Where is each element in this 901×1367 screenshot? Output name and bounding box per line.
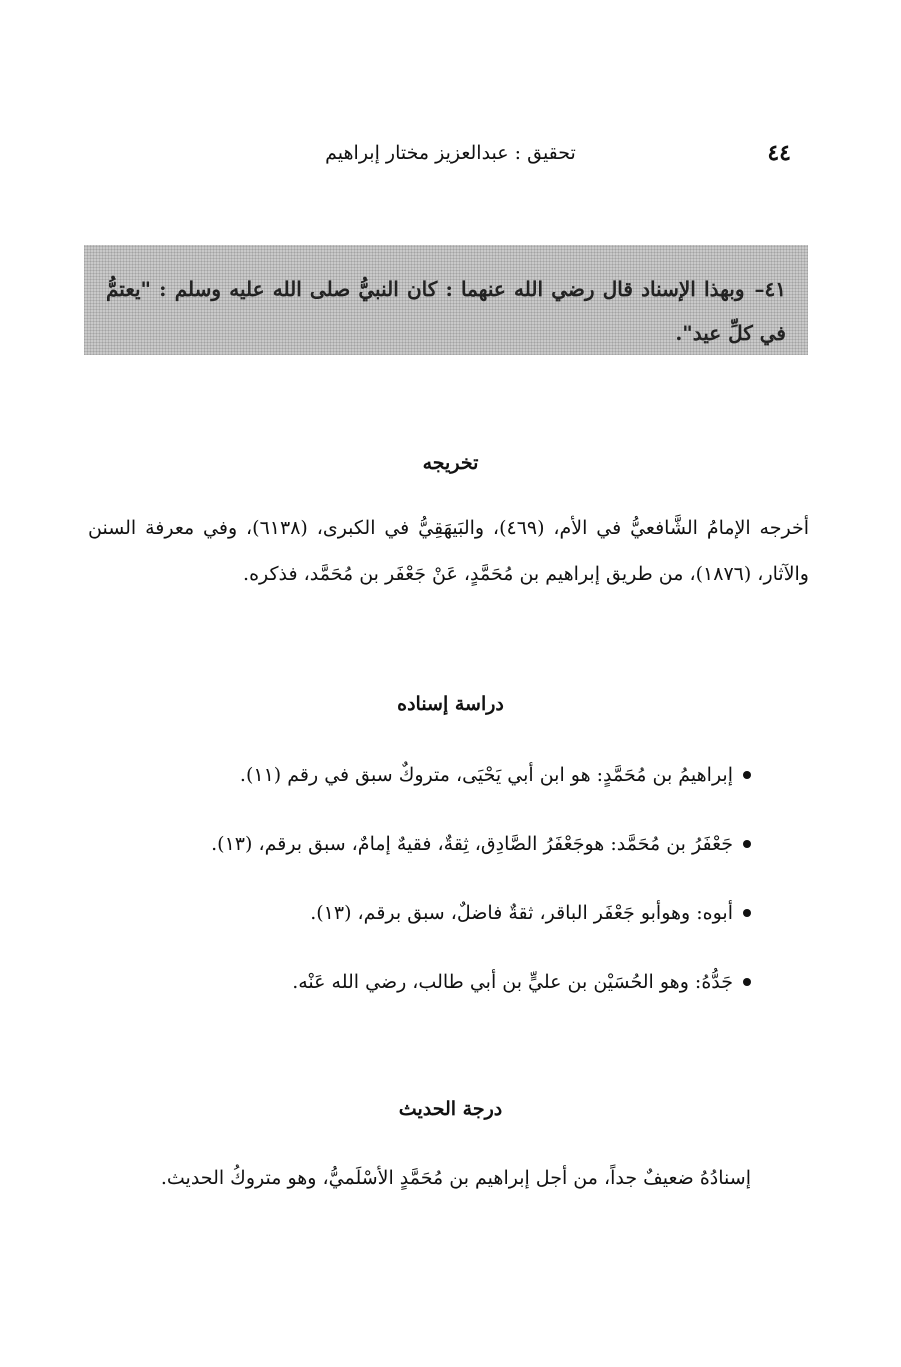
narrator-item (150, 829, 751, 898)
narrator-list (150, 760, 751, 1036)
hadith-body: وبهذا الإسناد قال رضي الله عنهما : كان النبيُّ صلى الله عليه وسلم : "يعتمُّ في كلِّ عيد". (106, 277, 786, 345)
takhrij-paragraph: أخرجه الإمامُ الشَّافعيُّ في الأم، (٤٦٩)، والبَيهَقِيُّ في الكبرى، (٦١٣٨)، وفي معرفة السنن والآثار، (١٨٧٦)، من طريق إبراهيم بن مُحَمَّدٍ، عَنْ جَعْفَر بن مُحَمَّد، فذكره. (88, 517, 809, 585)
grade-heading: درجة الحديث (398, 1098, 503, 1120)
header-title: تحقيق : عبدالعزيز مختار إبراهيم (325, 142, 576, 164)
hadith-number: ٤١– (754, 277, 786, 301)
narrator-text: جَعْفَرُ بن مُحَمَّد: هوجَعْفَرُ الصَّادِق، ثِقةٌ، فقيهٌ إمامٌ، سبق برقم، (١٣). (211, 833, 733, 855)
narrator-text: جَدُّهُ: وهو الحُسَيْن بن عليٍّ بن أبي طالب، رضي الله عَنْه. (292, 971, 733, 993)
bullet-icon (743, 771, 751, 779)
page-number: ٤٤ (767, 140, 791, 166)
takhrij-heading: تخريجه (422, 452, 479, 474)
grade-paragraph: إسنادُهُ ضعيفٌ جداً، من أجل إبراهيم بن مُحَمَّدٍ الأسْلَميُّ، وهو متروكُ الحديث. (160, 1167, 751, 1189)
bullet-icon (743, 978, 751, 986)
narrator-item (150, 967, 751, 1036)
bullet-icon (743, 909, 751, 917)
hadith-text (106, 267, 786, 355)
bullet-icon (743, 840, 751, 848)
narrator-text: أبوه: وهوأبو جَعْفَر الباقر، ثقةٌ فاضلٌ، سبق برقم، (١٣). (310, 902, 733, 924)
narrator-item (150, 760, 751, 829)
hadith-box (84, 245, 808, 355)
isnad-study-heading: دراسة إسناده (397, 693, 504, 715)
running-header (90, 140, 811, 180)
narrator-item (150, 898, 751, 967)
narrator-text: إبراهيمُ بن مُحَمَّدٍ: هو ابن أبي يَحْيَى، متروكٌ سبق في رقم (١١). (239, 764, 733, 786)
